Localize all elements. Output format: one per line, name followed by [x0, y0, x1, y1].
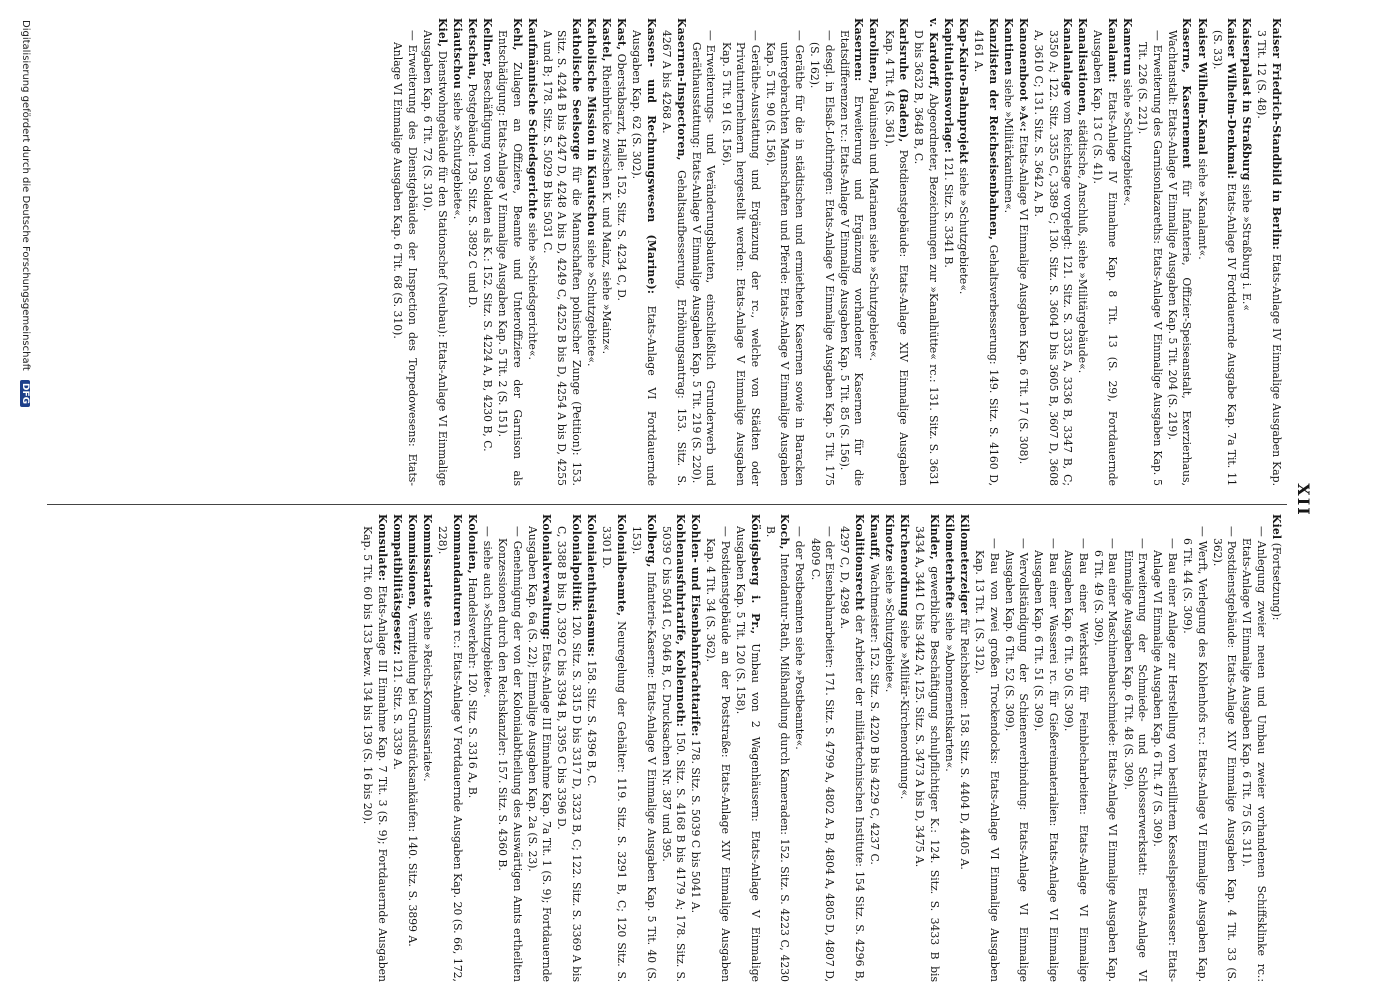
index-entry — [599, 18, 614, 486]
index-entry — [1194, 18, 1209, 486]
column-divider — [47, 504, 1287, 505]
entry-headword: Kanalanlage — [1061, 18, 1075, 96]
entry-dash: — — [719, 526, 733, 537]
entry-text: Neuregelung der Gehälter: 119. Sitz. S. 3291 B, C; 120 Sitz. S. 3301 D. — [600, 526, 628, 982]
index-entry — [1001, 514, 1030, 982]
index-entry — [807, 18, 836, 486]
entry-text: Bau von zwei großen Trockendocks: Etats-Anlage VI Einmalige Ausgaben Kap. 13 Tit. 1 (S. 312). — [973, 550, 1001, 982]
entry-text: Etats-Anlage IV Einmalige Ausgaben Kap. 3 Tit. 12 (S. 48). — [1255, 30, 1283, 486]
entry-headword: Kellner, — [481, 18, 495, 68]
entry-headword: Kiautschou — [450, 18, 464, 89]
index-entry — [614, 18, 629, 486]
index-entry — [1090, 18, 1119, 486]
index-entry — [1000, 18, 1015, 486]
entry-headword: Kolonialpolitik: — [570, 514, 584, 612]
index-entry — [464, 514, 479, 982]
entry-headword: Kirchenordnung — [898, 514, 912, 617]
entry-text: (Fortsetzung): — [1270, 539, 1283, 621]
index-entry — [688, 18, 717, 486]
index-entry — [495, 18, 524, 486]
entry-text: siehe »Abonnementskarten«. — [942, 608, 956, 772]
index-entry — [539, 18, 583, 486]
index-entry — [881, 514, 896, 982]
index-entry — [897, 514, 912, 982]
entry-text: Dienstwohngebäude für den Stationschef (Neubau): Etats-Anlage VI Einmalige Ausgaben Kap. 6 Tit. 72 (S. 310). — [421, 30, 449, 486]
entry-headword: Kilometerzeiger — [958, 514, 972, 615]
index-entry — [836, 18, 865, 486]
digitization-footer — [20, 20, 31, 407]
entry-headword: v. Kardorff, — [926, 18, 940, 90]
entry-text: Etats-Anlage VI Einmalige Ausgaben Kap. 6 Tit. 17 (S. 308). — [1016, 131, 1030, 465]
entry-text: Etats-Anlage IV Einnahme Kap. 8 Tit. 13 (S. 29), Fortdauernde Ausgaben Kap. 13 C (S. 41). — [1091, 30, 1119, 486]
dfg-logo: DFG — [20, 380, 30, 407]
index-entry — [792, 514, 807, 982]
entry-dash: — — [748, 30, 762, 41]
entry-dash: — — [1165, 538, 1179, 549]
entry-text: 178. Sitz. S. 5039 C bis 5041 A. — [689, 736, 703, 914]
entry-text: siehe »Reichs-Kommissariate«. — [421, 607, 435, 782]
index-entry — [554, 514, 583, 982]
entry-dash: — — [1150, 30, 1164, 41]
index-entry — [629, 18, 658, 486]
entry-headword: Kapitulationsvorlage: — [941, 18, 955, 154]
entry-text: der Arbeiter der militärtechnischen Institute: 154 Sitz. S. 4296 B, 4297 C, D, 4298 A. — [838, 526, 866, 982]
entry-text: für die Mannschaften polnischer Zunge (Petition): 153. Sitz. S. 4244 B bis 4247 D, 4248 A bis D, 4249 C, 4252 B bis D, 4254 A bis D, 4255 A und B; 178. Sitz. S. 5029 B bis 5031 C. — [540, 30, 584, 486]
entry-headword: Königsberg i. Pr., — [748, 514, 762, 635]
entry-text: siehe »Schiedsgerichte«. — [525, 219, 539, 360]
entry-dash: — — [1106, 538, 1120, 549]
entry-headword: Kanonenboot »A«: — [1016, 18, 1030, 132]
entry-text: 150. Sitz. S. 4168 B bis 4179 A; 178. Sitz. S. 5039 C bis 5041 C, 5046 B, C. Drucksachen Nr. 387 und 395. — [659, 526, 688, 982]
entry-text: siehe »Schutzgebiete«. — [883, 561, 897, 693]
entry-dash: — — [823, 526, 837, 537]
entry-text: Abgeordneter, Bezeichnungen zur »Kanalhütte« rc.: 131. Sitz. S. 3631 D bis 3632 B, 3648 B, C. — [912, 30, 940, 486]
index-entry — [703, 514, 732, 982]
entry-headword: Kiel — [1270, 514, 1283, 540]
entry-headword: Kaserne, Kasernement — [1180, 18, 1194, 169]
entry-text: siehe »Militär-Kirchenordnung«. — [898, 616, 912, 800]
entry-headword: Kinder, — [927, 514, 941, 560]
entry-headword: Kaufmännische Schiedsgerichte — [525, 18, 539, 220]
entry-dash: — — [822, 30, 836, 41]
entry-text: Etats-Anlage III Einnahme Kap. 7 Tit. 3 (S. 9); Fortdauernde Ausgaben Kap. 5 Tit. 60 bis 133 bezw. 134 bis 139 (S. 16 bis 20). — [361, 526, 389, 982]
entry-text: siehe »Schutzgebiete«. — [585, 236, 599, 367]
entry-text: Zulagen an Offiziere, Beamte und Unteroffiziere der Garnison als Entschädigung: Etats-Anlage V Einmalige Ausgaben Kap. 5 Tit. 2 (S. 151). — [496, 30, 524, 486]
entry-text: Vervollständigung der Schienenverbindung: Etats-Anlage VI Einmalige Ausgaben Kap. 6 Tit. 52 (S. 309). — [1002, 550, 1031, 982]
index-entry — [389, 514, 404, 982]
index-entry — [390, 18, 419, 486]
entry-dash: — — [1047, 538, 1061, 549]
index-entry — [1075, 18, 1090, 486]
index-entry — [1030, 18, 1074, 486]
entry-headword: Kohlenausfuhrtarife, Kohlennoth: — [674, 514, 688, 727]
index-entry — [762, 514, 791, 982]
index-entry — [1031, 514, 1060, 982]
entry-text: der Eisenbahnarbeiter: 171. Sitz. S. 4799 A, 4802 A, B, 4804 A, 4805 D, 4807 D, 4809 C. — [808, 538, 837, 982]
entry-headword: Kastel, — [600, 18, 614, 62]
entry-dash: — — [704, 30, 718, 41]
entry-text: Genehmigung der von der Kolonialabtheilung des Auswärtigen Amts ertheilten Konzessionen durch den Reichskanzler: 157. Sitz. S. 4360 B. — [496, 538, 524, 982]
entry-dash: — — [987, 538, 1001, 549]
entry-text: Etats-Anlage VI Fortdauernde Ausgaben Kap. 62 (S. 302). — [630, 30, 659, 486]
entry-headword: Kohlen- und Eisenbahnfrachttarife: — [689, 514, 703, 737]
entry-headword: Kanzlisten der Reichseisenbahnen, — [986, 18, 1000, 241]
entry-text: Bau einer Werkstatt für Feinblecharbeiten: Etats-Anlage VI Einmalige Ausgaben Kap. 6 Tit. 50 (S. 309). — [1062, 550, 1090, 982]
index-entry — [1239, 18, 1254, 486]
index-entry — [972, 514, 1001, 982]
entry-headword: Kehl, — [510, 18, 524, 51]
entry-headword: Kasernen: — [852, 18, 866, 82]
entry-dash: — — [1076, 538, 1090, 549]
index-entry — [464, 18, 479, 486]
index-column-right — [48, 514, 1283, 982]
index-entry — [360, 514, 389, 982]
entry-headword: Kinotze — [883, 514, 897, 562]
index-entry — [1090, 514, 1119, 982]
entry-text: Bau einer Maschinenbauschmiede: Etats-Anlage VI Einmalige Ausgaben Kap. 6 Tit. 49 (S. 309). — [1091, 550, 1120, 982]
entry-text: 120. Sitz. S. 3315 D bis 3317 D, 3323 B, C; 122. Sitz. S. 3369 A bis C, 3388 B bis D, 3392 C bis 3394 B, 3395 C bis 3396 D. — [555, 526, 584, 982]
entry-text: rc.: Etats-Anlage V Fortdauernde Ausgaben Kap. 20 (S. 66, 172, 228). — [436, 526, 464, 982]
entry-headword: Kaiserpalast in Straßburg — [1240, 18, 1254, 181]
entry-headword: Kilometerhefte — [942, 514, 956, 609]
entry-text: Intendantur-Rath, Mißhandlung durch Kameraden: 152. Sitz. S. 4223 C, 4230 B. — [763, 526, 792, 982]
entry-text: Gehaltsverbesserung: 149. Sitz. S. 4160 D, 4161 A. — [972, 30, 1000, 486]
index-entry — [1135, 18, 1164, 486]
entry-text: siehe »Militärkantinen«. — [1001, 75, 1015, 214]
entry-headword: Kiel, — [435, 18, 449, 48]
index-entry — [762, 18, 806, 486]
index-entry — [1209, 18, 1238, 486]
entry-headword: Kommissariate — [421, 514, 435, 608]
entry-dash: — — [1225, 526, 1239, 537]
index-entry — [1179, 514, 1208, 982]
index-entry — [718, 18, 762, 486]
entry-text: Etats-Anlage IV Fortdauernde Ausgabe Kap. 7a Tit. 11 (S. 33). — [1210, 30, 1239, 486]
index-entry — [1209, 514, 1238, 982]
entry-headword: Kap-Kairo-Bahnprojekt — [957, 18, 971, 164]
index-entry — [420, 514, 435, 982]
index-entry — [733, 514, 762, 982]
index-entry — [599, 514, 628, 982]
entry-dash: — — [1195, 526, 1209, 537]
entry-headword: Knauff, — [867, 514, 881, 561]
entry-text: für Infanterie, Offizier-Speiseanstalt, Exerzierhaus, Wachtanstalt: Etats-Anlage V Einmalige Ausgaben Kap. 5 Tit. 204 (S. 219). — [1165, 30, 1194, 486]
index-entry — [866, 514, 881, 982]
entry-text: Oberstabsarzt, Halle: 152. Sitz. S. 4234 C, D. — [615, 50, 629, 301]
index-entry — [524, 514, 553, 982]
entry-text: Wachtmeister: 152. Sitz. S. 4220 B bis 4229 C, 4237 C. — [867, 560, 881, 865]
index-entry — [807, 514, 836, 982]
entry-text: städtische, Anschluß, siehe »Militärgebäude«. — [1076, 116, 1090, 374]
entry-text: siehe »Schutzgebiete«. — [1121, 75, 1135, 206]
entry-headword: Koch, — [778, 514, 792, 550]
entry-text: für Reichsboten: 158. Sitz. S. 4404 D, 4405 A. — [958, 614, 972, 870]
entry-text: Werft, Verlegung des Kohlenhofs rc.: Etats-Anlage VI Einmalige Ausgaben Kap. 6 Tit. 44 (S. 309). — [1180, 538, 1209, 982]
index-entry — [1061, 514, 1090, 982]
entry-text: Erweiterung des Garnisonlazareths: Etats-Anlage V Einmalige Ausgaben Kap. 5 Tit. 226 (S. 221). — [1136, 42, 1164, 486]
entry-headword: Kompatibilitätsgesetz: — [390, 514, 404, 656]
index-entry — [584, 18, 599, 486]
entry-text: siehe »Kanalamt«. — [1195, 155, 1209, 260]
footer-text: Digitalisierung gefördert durch die Deutsche Forschungsgemeinschaft — [20, 20, 31, 371]
entry-dash: — — [1136, 538, 1150, 549]
page-number: XII — [1294, 483, 1313, 517]
entry-headword: Kast, — [615, 18, 629, 51]
entry-text: Anlegung zweier neuen und Umbau zweier vorhandenen Schiffsklinke rc.: Etats-Anlage VI Einmalige Ausgaben Kap. 6 Tit. 75 (S. 311). — [1240, 538, 1268, 982]
entry-text: Beschäftigung von Soldaten als K.: 152. Sitz. S. 4224 A, B, 4230 B, C. — [481, 67, 495, 452]
index-entry — [449, 18, 464, 486]
entry-headword: Kanalamt: — [1105, 18, 1119, 83]
entry-text: Erweiterungs- und Veränderungsbauten, einschließlich Grunderwerb und Geräthausstattung: Etats-Anlage V Einmalige Ausgaben Kap. 5 Tit. 219 (S. 220). — [689, 42, 718, 486]
entry-headword: Kommissionen, — [406, 514, 420, 610]
entry-text: Bau einer Wasserei rc. für Gießereimaterialien: Etats-Anlage VI Einmalige Ausgaben Kap. 6 Tit. 51 (S. 309). — [1032, 550, 1061, 982]
entry-text: Bau einer Anlage zur Herstellung von bestillirtem Kesselspeisewasser: Etats-Anlage VI Einmalige Ausgaben Kap. 6 Tit. 47 (S. 309). — [1151, 550, 1179, 982]
entry-dash: — — [793, 30, 806, 41]
entry-text: Infanterie-Kaserne: Etats-Anlage V Einmalige Ausgaben Kap. 5 Tit. 40 (S. 153). — [629, 526, 658, 982]
index-entry — [881, 18, 910, 486]
index-entry — [1268, 514, 1283, 982]
entry-text: siehe auch »Schutzgebiete«. — [481, 540, 495, 698]
entry-headword: Katholische Seelsorge — [570, 18, 584, 160]
entry-text: Etats-Anlage III Einnahme Kap. 7a Tit. 1 (S. 9); Fortdauernde Ausgaben Kap. 6a (S. 22); Einmalige Ausgaben Kap. 2a (S. 23). — [525, 526, 554, 982]
index-entry — [688, 514, 703, 982]
entry-text: gewerbliche Beschäftigung schulpflichtiger K.: 124. Sitz. S. 3433 B bis 3434 A, 3441 C bis 3442 A; 125. Sitz. S. 3473 A bis D, 3475 A. — [913, 526, 941, 982]
entry-headword: Karlsruhe (Baden), — [897, 18, 911, 143]
entry-headword: Kolonialbeamte, — [614, 514, 628, 617]
entry-text: Geräthe für die in städtischen und ermietheten Kasernen sowie in Baracken untergebrachten Mannschaften und Pferde: Etats-Anlage V Einmalige Ausgaben Kap. 5 Tit. 90 (S. 156). — [763, 42, 806, 486]
index-entry — [1015, 18, 1030, 486]
entry-text: Erweiterung der Schmiede- und Schlosserwerkstatt: Etats-Anlage VI Einmalige Ausgaben Kap. 6 Tit. 48 (S. 309). — [1121, 550, 1150, 982]
index-entry — [658, 514, 687, 982]
entry-text: Postdienstgebäude: Etats-Anlage XIV Einmalige Ausgaben Kap. 4 Tit. 33 (S. 362). — [1210, 538, 1239, 982]
index-entry — [837, 514, 866, 982]
index-entry — [435, 514, 464, 982]
entry-headword: Kaiser Friedrich-Standbild in Berlin: — [1270, 18, 1283, 250]
index-entry — [941, 514, 956, 982]
entry-text: Handelsverkehr: 120. Sitz. S. 3316 A, B. — [465, 573, 479, 799]
entry-headword: Kantinen — [1001, 18, 1015, 76]
index-entry — [1164, 18, 1193, 486]
entry-headword: Koalitionsrecht — [852, 514, 866, 611]
index-entry — [659, 18, 688, 486]
index-entry — [479, 514, 494, 982]
entry-text: Postdienstgebäude an der Poststraße: Etats-Anlage XIV Einmalige Ausgaben Kap. 4 Tit. 34 (S. 362). — [704, 538, 733, 982]
entry-text: Postgebäude: 139. Sitz. S. 3892 C und D. — [465, 79, 479, 309]
entry-dash: — — [510, 526, 524, 537]
index-entry — [1254, 18, 1283, 486]
entry-text: Erweiterung und Ergänzung vorhandener Kasernen für die Etatsdifferenzen rc.: Etats-Anlage V Einmalige Ausgaben Kap. 5 Tit. 85 (S. 156). — [837, 30, 866, 486]
entry-text: vom Reichstage vorgelegt: 121. Sitz. S. 3335 A, 3336 B, 3347 B, C; 3350 A; 122. Sitz. 3355 C, 3389 C; 130. Sitz. S. 3604 D bis 3605 B, 3607 D, 3608 A, 3610 C; 131. Sitz. S. 3642 A, B. — [1032, 30, 1075, 486]
entry-text: siehe »Schutzgebiete«. — [957, 163, 971, 295]
entry-headword: Ketschau, — [465, 18, 479, 80]
entry-text: Vermittelung bei Grundstücksankäufen: 140. Sitz. S. 3899 A. — [406, 609, 420, 947]
entry-text: Postdienstgebäude: Etats-Anlage XIV Einmalige Ausgaben Kap. 4 Tit. 4 (S. 361). — [882, 30, 911, 486]
index-entry — [955, 18, 970, 486]
entry-headword: Kolonialverwaltung: — [540, 514, 554, 640]
entry-text: der Postbeamten siehe »Postbeamte«. — [793, 540, 807, 750]
entry-headword: Kolberg, — [644, 514, 658, 568]
index-entry — [584, 514, 599, 982]
index-entry — [404, 514, 419, 982]
entry-dash: — — [406, 30, 420, 41]
entry-headword: Kolonialenthusiasmus: — [585, 514, 599, 657]
entry-headword: Kassen- und Rechnungswesen (Marine): — [645, 18, 659, 295]
index-entry — [866, 18, 881, 486]
entry-dash: — — [1017, 538, 1031, 549]
index-entry — [495, 514, 524, 982]
index-entry — [940, 18, 955, 486]
index-entry — [956, 514, 971, 982]
index-entry — [524, 18, 539, 486]
index-entry — [1120, 514, 1149, 982]
index-entry — [479, 18, 494, 486]
index-column-left — [48, 18, 1283, 486]
entry-headword: Kolonien, — [465, 514, 479, 574]
index-entry — [1119, 18, 1134, 486]
entry-headword: Katholische Mission in Kiautschou — [585, 18, 599, 237]
entry-headword: Karolinen, — [867, 18, 881, 84]
entry-dash: — — [793, 526, 807, 537]
index-entry — [912, 514, 941, 982]
index-entry — [1150, 514, 1179, 982]
entry-dash: — — [1254, 526, 1268, 537]
entry-text: Erweiterung des Dienstgebäudes der Inspection des Torpedowesens: Etats-Anlage VI Einmalige Ausgaben Kap. 6 Tit. 68 (S. 310). — [391, 42, 420, 486]
index-entry — [628, 514, 657, 982]
entry-text: desgl. in Elsaß-Lothringen: Etats-Anlage V Einmalige Ausgaben Kap. 5 Tit. 175 (S. 162). — [808, 42, 836, 486]
entry-text: Geräthe-Ausstattung und Ergänzung der rc., welche von Städten oder Privatunternehmern hergestellt werden: Etats-Anlage V Einmalige Ausgaben Kap. 5 Tit. 91 (S. 156). — [719, 42, 762, 486]
entry-headword: Konsulate: — [375, 514, 389, 582]
index-entry — [1239, 514, 1268, 982]
entry-headword: Kaiser Wilhelm-Denkmal: — [1225, 18, 1239, 180]
entry-headword: Kasernen-Inspectoren, — [674, 18, 688, 161]
entry-dash: — — [481, 526, 495, 537]
entry-text: Rheinbrücke zwischen K. und Mainz, siehe »Mainz«. — [600, 61, 614, 355]
index-entry — [911, 18, 940, 486]
entry-text: Palauinseln und Marianen siehe »Schutzgebiete«. — [867, 83, 881, 361]
entry-text: siehe »Straßburg i. E.« — [1240, 180, 1254, 311]
entry-text: Gehaltsaufbesserung, Erhöhungsantrag: 153. Sitz. S. 4267 A bis 4268 A. — [660, 30, 688, 486]
entry-headword: Kommandanturen — [450, 514, 464, 627]
entry-text: siehe »Schutzgebiete«. — [450, 88, 464, 220]
entry-text: Umbau von 2 Wagenhäusern: Etats-Anlage V Einmalige Ausgaben Kap. 5 Tit. 120 (S. 158). — [734, 526, 762, 982]
entry-text: 121. Sitz. S. 3339 A. — [390, 655, 404, 770]
entry-headword: Kaiser Wilhelm-Kanal — [1195, 18, 1209, 156]
index-entry — [971, 18, 1000, 486]
entry-text: 158. Sitz. S. 4396 B, C. — [585, 656, 599, 787]
index-entry — [420, 18, 449, 486]
entry-text: 121. Sitz. S. 3341 B. — [941, 153, 955, 268]
entry-headword: Kanalisationen, — [1076, 18, 1090, 117]
entry-headword: Kamerun — [1121, 18, 1135, 76]
